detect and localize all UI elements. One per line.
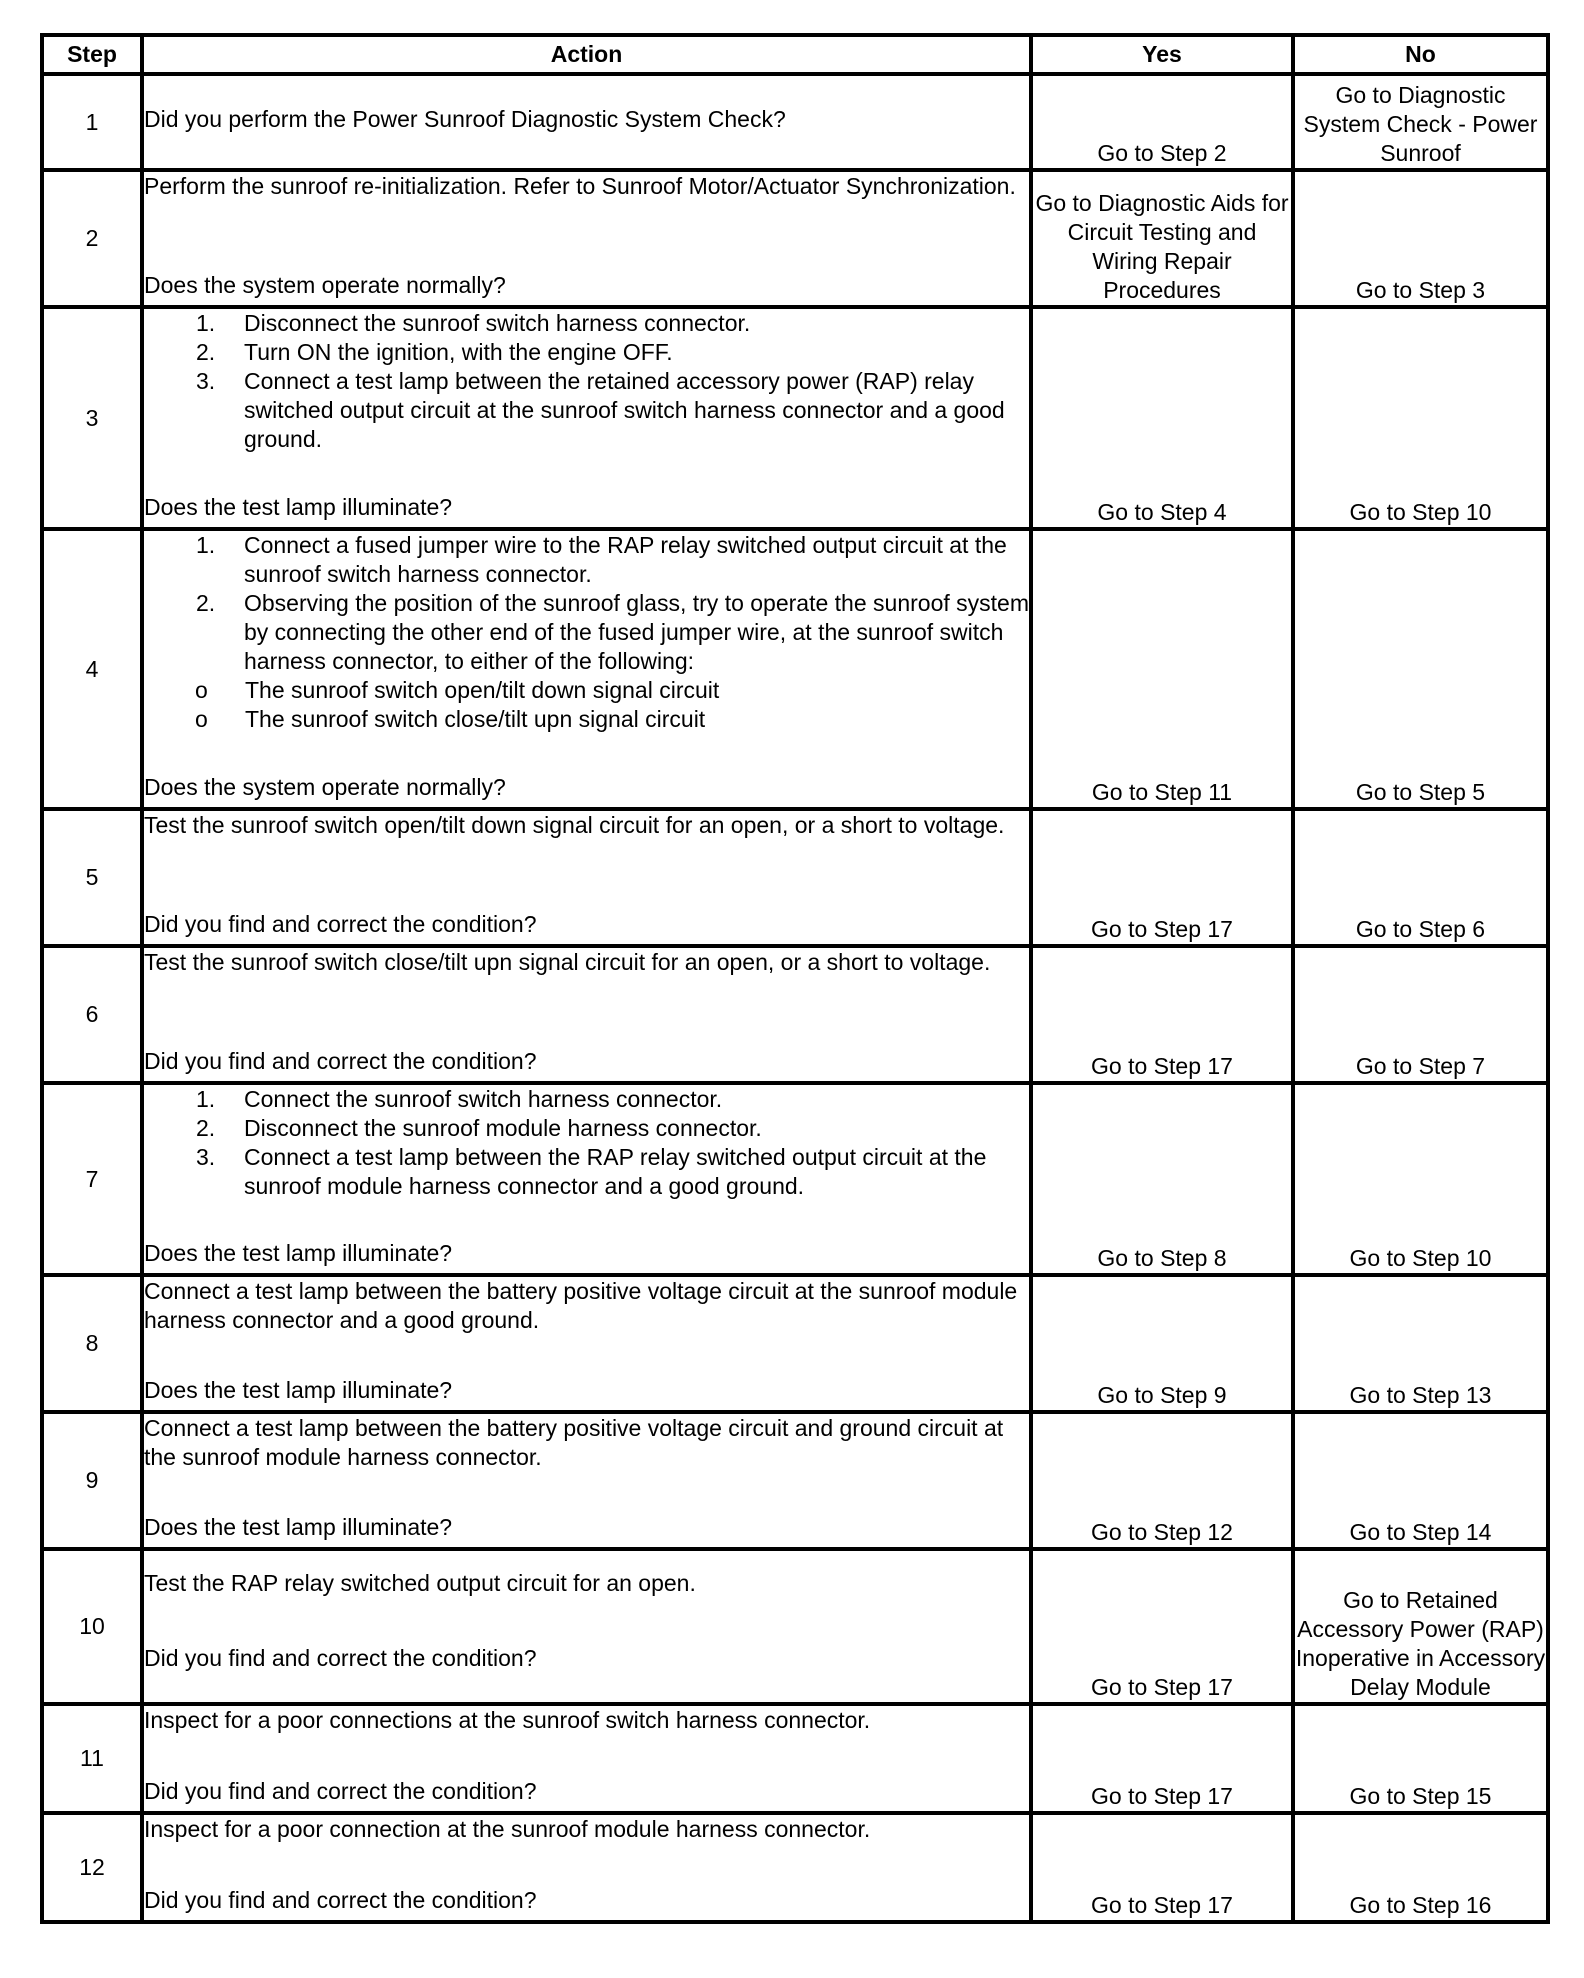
numbered-list xyxy=(144,1085,1029,1201)
action-content xyxy=(144,1706,1029,1806)
no-result: Go to Step 16 xyxy=(1293,1813,1548,1922)
list-number: 3. xyxy=(196,1144,216,1170)
action-text: Test the RAP relay switched output circuit for an open. xyxy=(144,1570,696,1596)
step-number: 9 xyxy=(42,1412,142,1549)
action-question: Did you find and correct the condition? xyxy=(144,1778,537,1804)
list-number: 2. xyxy=(196,590,216,616)
yes-result: Go to Diagnostic Aids for Circuit Testing and Wiring Repair Procedures xyxy=(1031,170,1293,307)
action-question: Does the test lamp illuminate? xyxy=(144,1377,453,1403)
action-content xyxy=(144,1414,1029,1542)
list-number: 1. xyxy=(196,310,216,336)
action-instructions xyxy=(144,1277,1029,1335)
no-result: Go to Step 10 xyxy=(1293,307,1548,529)
list-item-text: The sunroof switch open/tilt down signal circuit xyxy=(245,677,720,703)
step-number: 4 xyxy=(42,529,142,809)
list-item-text: Connect a test lamp between the retained accessory power (RAP) relay switched output circuit at the sunroof switch harness connector and a good ground. xyxy=(244,368,1005,452)
action-cell xyxy=(142,1813,1031,1922)
numbered-list-item xyxy=(144,367,1029,454)
yes-result: Go to Step 4 xyxy=(1031,307,1293,529)
list-item-text: Disconnect the sunroof switch harness connector. xyxy=(244,310,751,336)
action-instructions xyxy=(144,1706,1029,1735)
list-item-text: Disconnect the sunroof module harness connector. xyxy=(244,1115,762,1141)
bullet-icon: o xyxy=(195,677,208,703)
step-number: 10 xyxy=(42,1549,142,1704)
action-cell xyxy=(142,529,1031,809)
list-number: 1. xyxy=(196,1086,216,1112)
table-row xyxy=(42,946,1548,1083)
action-question: Did you find and correct the condition? xyxy=(144,1048,537,1074)
no-result: Go to Step 5 xyxy=(1293,529,1548,809)
header-no: No xyxy=(1293,35,1548,74)
action-question: Does the test lamp illuminate? xyxy=(144,494,453,520)
list-number: 1. xyxy=(196,532,216,558)
list-item-text: Connect the sunroof switch harness connector. xyxy=(244,1086,723,1112)
no-result: Go to Step 6 xyxy=(1293,809,1548,946)
action-instructions xyxy=(144,811,1029,840)
action-content xyxy=(144,1085,1029,1268)
action-content xyxy=(144,531,1029,802)
action-question: Does the test lamp illuminate? xyxy=(144,1240,453,1266)
numbered-list-item xyxy=(144,1085,1029,1114)
action-question: Does the system operate normally? xyxy=(144,774,506,800)
diagnostic-table xyxy=(40,33,1550,1924)
no-result: Go to Step 10 xyxy=(1293,1083,1548,1275)
table-row xyxy=(42,1813,1548,1922)
table-row xyxy=(42,307,1548,529)
step-number: 2 xyxy=(42,170,142,307)
action-text: Test the sunroof switch open/tilt down signal circuit for an open, or a short to voltage. xyxy=(144,812,1005,838)
no-result: Go to Step 3 xyxy=(1293,170,1548,307)
table-row xyxy=(42,1275,1548,1412)
action-content xyxy=(144,1815,1029,1915)
action-content xyxy=(144,1277,1029,1405)
table-row xyxy=(42,74,1548,170)
bullet-list-item xyxy=(144,676,1029,705)
action-text: Test the sunroof switch close/tilt upn signal circuit for an open, or a short to voltage. xyxy=(144,949,991,975)
header-yes: Yes xyxy=(1031,35,1293,74)
action-text: Connect a test lamp between the battery positive voltage circuit and ground circuit at the sunroof module harness connector. xyxy=(144,1415,1004,1470)
action-content xyxy=(144,309,1029,522)
table-row xyxy=(42,529,1548,809)
no-result: Go to Step 14 xyxy=(1293,1412,1548,1549)
bullet-icon: o xyxy=(195,706,208,732)
action-text: Connect a test lamp between the battery positive voltage circuit at the sunroof module harness connector and a good ground. xyxy=(144,1278,1018,1333)
action-instructions xyxy=(144,1815,1029,1844)
action-instructions xyxy=(144,1569,1029,1598)
yes-result: Go to Step 17 xyxy=(1031,946,1293,1083)
header-step: Step xyxy=(42,35,142,74)
action-instructions xyxy=(144,309,1029,454)
action-instructions xyxy=(144,531,1029,734)
yes-result: Go to Step 17 xyxy=(1031,1549,1293,1704)
action-instructions xyxy=(144,1085,1029,1201)
step-number: 3 xyxy=(42,307,142,529)
step-number: 1 xyxy=(42,74,142,170)
numbered-list-item xyxy=(144,338,1029,367)
action-instructions xyxy=(144,172,1029,201)
bullet-list-item xyxy=(144,705,1029,734)
action-content xyxy=(144,1551,1029,1697)
list-number: 3. xyxy=(196,368,216,394)
action-cell xyxy=(142,1083,1031,1275)
list-item-text: Connect a fused jumper wire to the RAP relay switched output circuit at the sunroof switch harness connector. xyxy=(244,532,1007,587)
yes-result: Go to Step 9 xyxy=(1031,1275,1293,1412)
action-content xyxy=(144,172,1029,300)
table-row xyxy=(42,1549,1548,1704)
yes-result: Go to Step 12 xyxy=(1031,1412,1293,1549)
yes-result: Go to Step 11 xyxy=(1031,529,1293,809)
action-cell xyxy=(142,307,1031,529)
action-instructions xyxy=(144,948,1029,977)
no-result: Go to Step 7 xyxy=(1293,946,1548,1083)
action-cell xyxy=(142,74,1031,170)
action-question: Did you find and correct the condition? xyxy=(144,1887,537,1913)
list-number: 2. xyxy=(196,1115,216,1141)
header-action: Action xyxy=(142,35,1031,74)
table-row xyxy=(42,1083,1548,1275)
action-question: Did you perform the Power Sunroof Diagnostic System Check? xyxy=(144,106,786,132)
numbered-list-item xyxy=(144,309,1029,338)
bullet-list xyxy=(144,676,1029,734)
no-result: Go to Diagnostic System Check - Power Sunroof xyxy=(1293,74,1548,170)
numbered-list-item xyxy=(144,1143,1029,1201)
action-content xyxy=(144,76,1029,163)
table-body xyxy=(42,74,1548,1922)
numbered-list-item xyxy=(144,1114,1029,1143)
action-instructions xyxy=(144,1414,1029,1472)
list-item-text: Observing the position of the sunroof glass, try to operate the sunroof system by connecting the other end of the fused jumper wire, at the sunroof switch harness connector, to either of the following: xyxy=(244,590,1029,674)
yes-result: Go to Step 17 xyxy=(1031,1813,1293,1922)
no-result: Go to Step 15 xyxy=(1293,1704,1548,1813)
list-item-text: Connect a test lamp between the RAP relay switched output circuit at the sunroof module harness connector and a good ground. xyxy=(244,1144,987,1199)
no-result: Go to Retained Accessory Power (RAP) Inoperative in Accessory Delay Module xyxy=(1293,1549,1548,1704)
list-item-text: Turn ON the ignition, with the engine OFF. xyxy=(244,339,673,365)
action-question: Does the system operate normally? xyxy=(144,272,506,298)
action-cell xyxy=(142,1549,1031,1704)
action-question: Did you find and correct the condition? xyxy=(144,911,537,937)
numbered-list-item xyxy=(144,589,1029,676)
step-number: 6 xyxy=(42,946,142,1083)
action-cell xyxy=(142,1704,1031,1813)
step-number: 8 xyxy=(42,1275,142,1412)
action-content xyxy=(144,948,1029,1076)
action-text: Inspect for a poor connection at the sunroof module harness connector. xyxy=(144,1816,871,1842)
yes-result: Go to Step 8 xyxy=(1031,1083,1293,1275)
action-cell xyxy=(142,946,1031,1083)
table-row xyxy=(42,1412,1548,1549)
list-number: 2. xyxy=(196,339,216,365)
yes-result: Go to Step 17 xyxy=(1031,1704,1293,1813)
list-item-text: The sunroof switch close/tilt upn signal circuit xyxy=(245,706,706,732)
yes-result: Go to Step 2 xyxy=(1031,74,1293,170)
numbered-list xyxy=(144,531,1029,676)
action-content xyxy=(144,811,1029,939)
action-cell xyxy=(142,809,1031,946)
step-number: 5 xyxy=(42,809,142,946)
action-question: Does the test lamp illuminate? xyxy=(144,1514,453,1540)
action-text: Perform the sunroof re-initialization. Refer to Sunroof Motor/Actuator Synchronization. xyxy=(144,173,1016,199)
header-row xyxy=(42,35,1548,74)
action-cell xyxy=(142,1275,1031,1412)
action-question: Did you find and correct the condition? xyxy=(144,1645,537,1671)
numbered-list-item xyxy=(144,531,1029,589)
action-cell xyxy=(142,170,1031,307)
numbered-list xyxy=(144,309,1029,454)
action-text: Inspect for a poor connections at the sunroof switch harness connector. xyxy=(144,1707,871,1733)
action-cell xyxy=(142,1412,1031,1549)
no-result: Go to Step 13 xyxy=(1293,1275,1548,1412)
table-row xyxy=(42,1704,1548,1813)
yes-result: Go to Step 17 xyxy=(1031,809,1293,946)
table-row xyxy=(42,809,1548,946)
step-number: 11 xyxy=(42,1704,142,1813)
step-number: 7 xyxy=(42,1083,142,1275)
table-row xyxy=(42,170,1548,307)
step-number: 12 xyxy=(42,1813,142,1922)
